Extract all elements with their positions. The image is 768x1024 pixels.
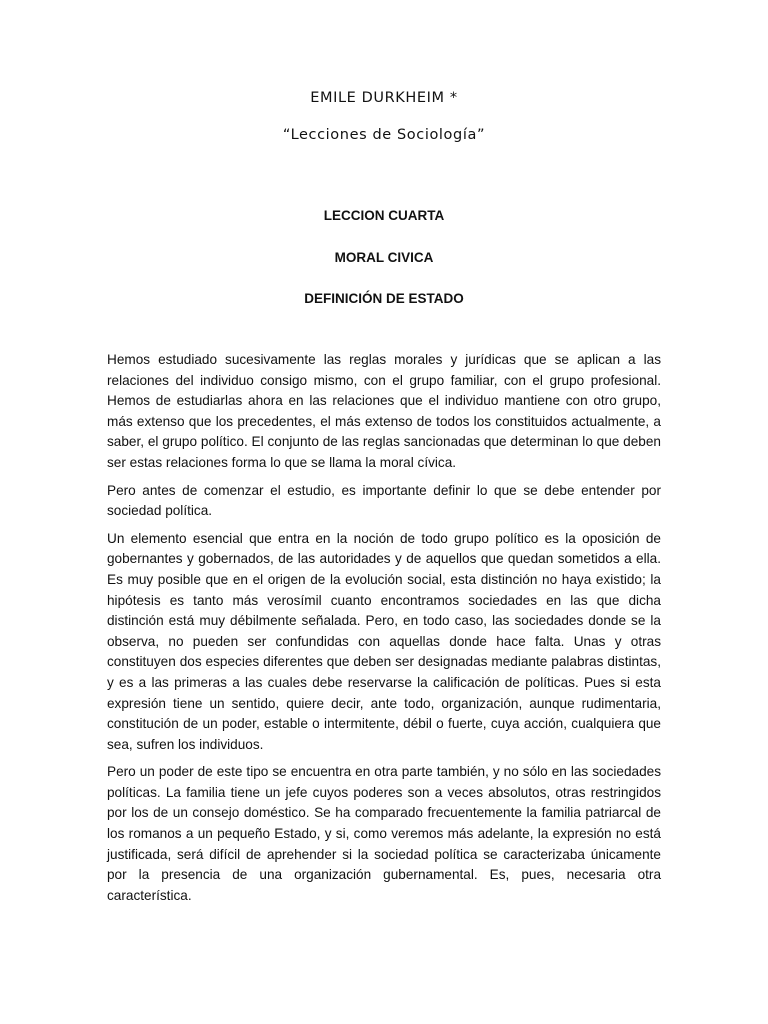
paragraph: Pero un poder de este tipo se encuentra en otra parte también, y no sólo en las sociedades políticas. La familia tiene un jefe cuyos poderes son a veces absolutos, otras restringidos por los de un consejo doméstico. Se ha comparado frecuentemente la familia patriarcal de los romanos a un pequeño Estado, y si, como veremos más adelante, la expresión no está justificada, será difícil de aprehender si la sociedad política se caracterizaba únicamente por la presencia de una organización gubernamental. Es, pues, necesaria otra característica. [107, 764, 661, 903]
author-name: EMILE DURKHEIM * [310, 90, 458, 106]
subsection-heading: DEFINICIÓN DE ESTADO [304, 291, 464, 306]
lesson-heading: LECCION CUARTA [323, 208, 445, 223]
work-title: “Lecciones de Sociología” [282, 127, 486, 143]
body-text [107, 350, 661, 913]
section-heading: MORAL CIVICA [334, 250, 434, 265]
paragraph: Un elemento esencial que entra en la noción de todo grupo político es la oposición de gobernantes y gobernados, de las autoridades y de aquellos que quedan sometidos a ella. Es muy posible que en el origen de la evolución social, esta distinción no haya existido; la hipótesis es tanto más verosímil cuanto encontramos sociedades en las que dicha distinción está muy débilmente señalada. Pero, en todo caso, las sociedades donde se la observa, no pueden ser confundidas con aquellas donde hace falta. Unas y otras constituyen dos especies diferentes que deben ser designadas mediante palabras distintas, y es a las primeras a las cuales debe reservarse la calificación de políticas. Pues si esta expresión tiene un sentido, quiere decir, ante todo, organización, aunque rudimentaria, constitución de un poder, estable o intermitente, débil o fuerte, cuya acción, cualquiera que sea, sufren los individuos. [107, 530, 661, 752]
paragraph: Hemos estudiado sucesivamente las reglas morales y jurídicas que se aplican a las relaciones del individuo consigo mismo, con el grupo familiar, con el grupo profesional. Hemos de estudiarlas ahora en las relaciones que el individuo mantiene con otro grupo, más extenso que los precedentes, el más extenso de todos los constituidos actualmente, a saber, el grupo político. El conjunto de las reglas sancionadas que determinan lo que deben ser estas relaciones forma lo que se llama la moral cívica. [107, 352, 661, 470]
paragraph: Pero antes de comenzar el estudio, es importante definir lo que se debe entender por sociedad política. [107, 482, 661, 519]
